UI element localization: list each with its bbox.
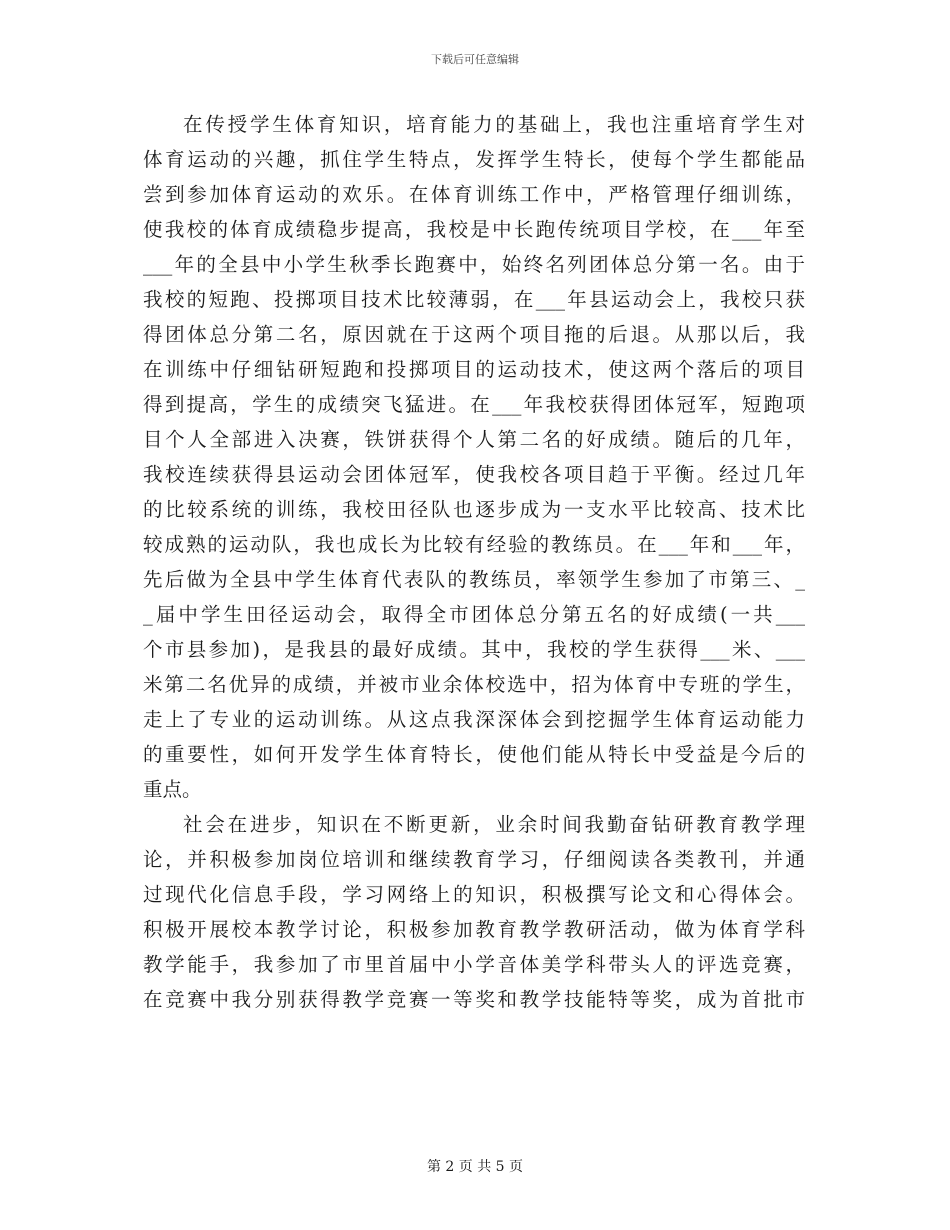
text-line: 尝到参加体育运动的欢乐。在体育训练工作中，严格管理仔细训练， <box>143 183 805 206</box>
text-line: 我校连续获得县运动会团体冠军，使我校各项目趋于平衡。经过几年 <box>143 463 805 486</box>
paragraph-1 <box>143 107 805 807</box>
text-line: 较成熟的运动队，我也成长为比较有经验的教练员。在___年和___年， <box>143 533 805 556</box>
text-line: _届中学生田径运动会，取得全市团体总分第五名的好成绩(一共___ <box>143 603 805 626</box>
text-line: 我校的短跑、投掷项目技术比较薄弱，在___年县运动会上，我校只获 <box>143 288 805 311</box>
text-line: 体育运动的兴趣，抓住学生特点，发挥学生特长，使每个学生都能品 <box>143 148 805 171</box>
text-line: 目个人全部进入决赛，铁饼获得个人第二名的好成绩。随后的几年， <box>143 428 805 451</box>
text-line: 的重要性，如何开发学生体育特长，使他们能从特长中受益是今后的 <box>143 743 805 766</box>
text-line: ___年的全县中小学生秋季长跑赛中，始终名列团体总分第一名。由于 <box>143 253 805 276</box>
text-line: 米第二名优异的成绩，并被市业余体校选中，招为体育中专班的学生， <box>143 673 805 696</box>
text-line: 走上了专业的运动训练。从这点我深深体会到挖掘学生体育运动能力 <box>143 708 805 731</box>
text-line: 社会在进步，知识在不断更新，业余时间我勤奋钻研教育教学理 <box>183 813 805 836</box>
page-indicator: 第 2 页 共 5 页 <box>426 1159 524 1175</box>
text-line: 过现代化信息手段，学习网络上的知识，积极撰写论文和心得体会。 <box>143 883 805 906</box>
text-line: 得团体总分第二名，原因就在于这两个项目拖的后退。从那以后，我 <box>143 323 805 346</box>
text-line: 在传授学生体育知识，培育能力的基础上，我也注重培育学生对 <box>183 113 805 136</box>
document-body <box>143 107 805 1017</box>
text-line: 使我校的体育成绩稳步提高，我校是中长跑传统项目学校，在___年至 <box>143 218 805 241</box>
text-line: 在训练中仔细钻研短跑和投掷项目的运动技术，使这两个落后的项目 <box>143 358 805 381</box>
text-line: 论，并积极参加岗位培训和继续教育学习，仔细阅读各类教刊，并通 <box>143 848 805 871</box>
text-line: 积极开展校本教学讨论，积极参加教育教学教研活动，做为体育学科 <box>143 918 805 941</box>
header-note: 下载后可任意编辑 <box>431 53 519 66</box>
text-line: 先后做为全县中学生体育代表队的教练员，率领学生参加了市第三、_ <box>143 568 805 591</box>
text-line: 重点。 <box>143 778 202 801</box>
text-line: 得到提高，学生的成绩突飞猛进。在___年我校获得团体冠军，短跑项 <box>143 393 805 416</box>
text-line: 的比较系统的训练，我校田径队也逐步成为一支水平比较高、技术比 <box>143 498 805 521</box>
paragraph-2 <box>143 807 805 1017</box>
text-line: 在竞赛中我分别获得教学竞赛一等奖和教学技能特等奖，成为首批市 <box>143 988 805 1011</box>
text-line: 个市县参加)，是我县的最好成绩。其中，我校的学生获得___米、___ <box>143 638 805 661</box>
text-line: 教学能手，我参加了市里首届中小学音体美学科带头人的评选竞赛， <box>143 953 805 976</box>
